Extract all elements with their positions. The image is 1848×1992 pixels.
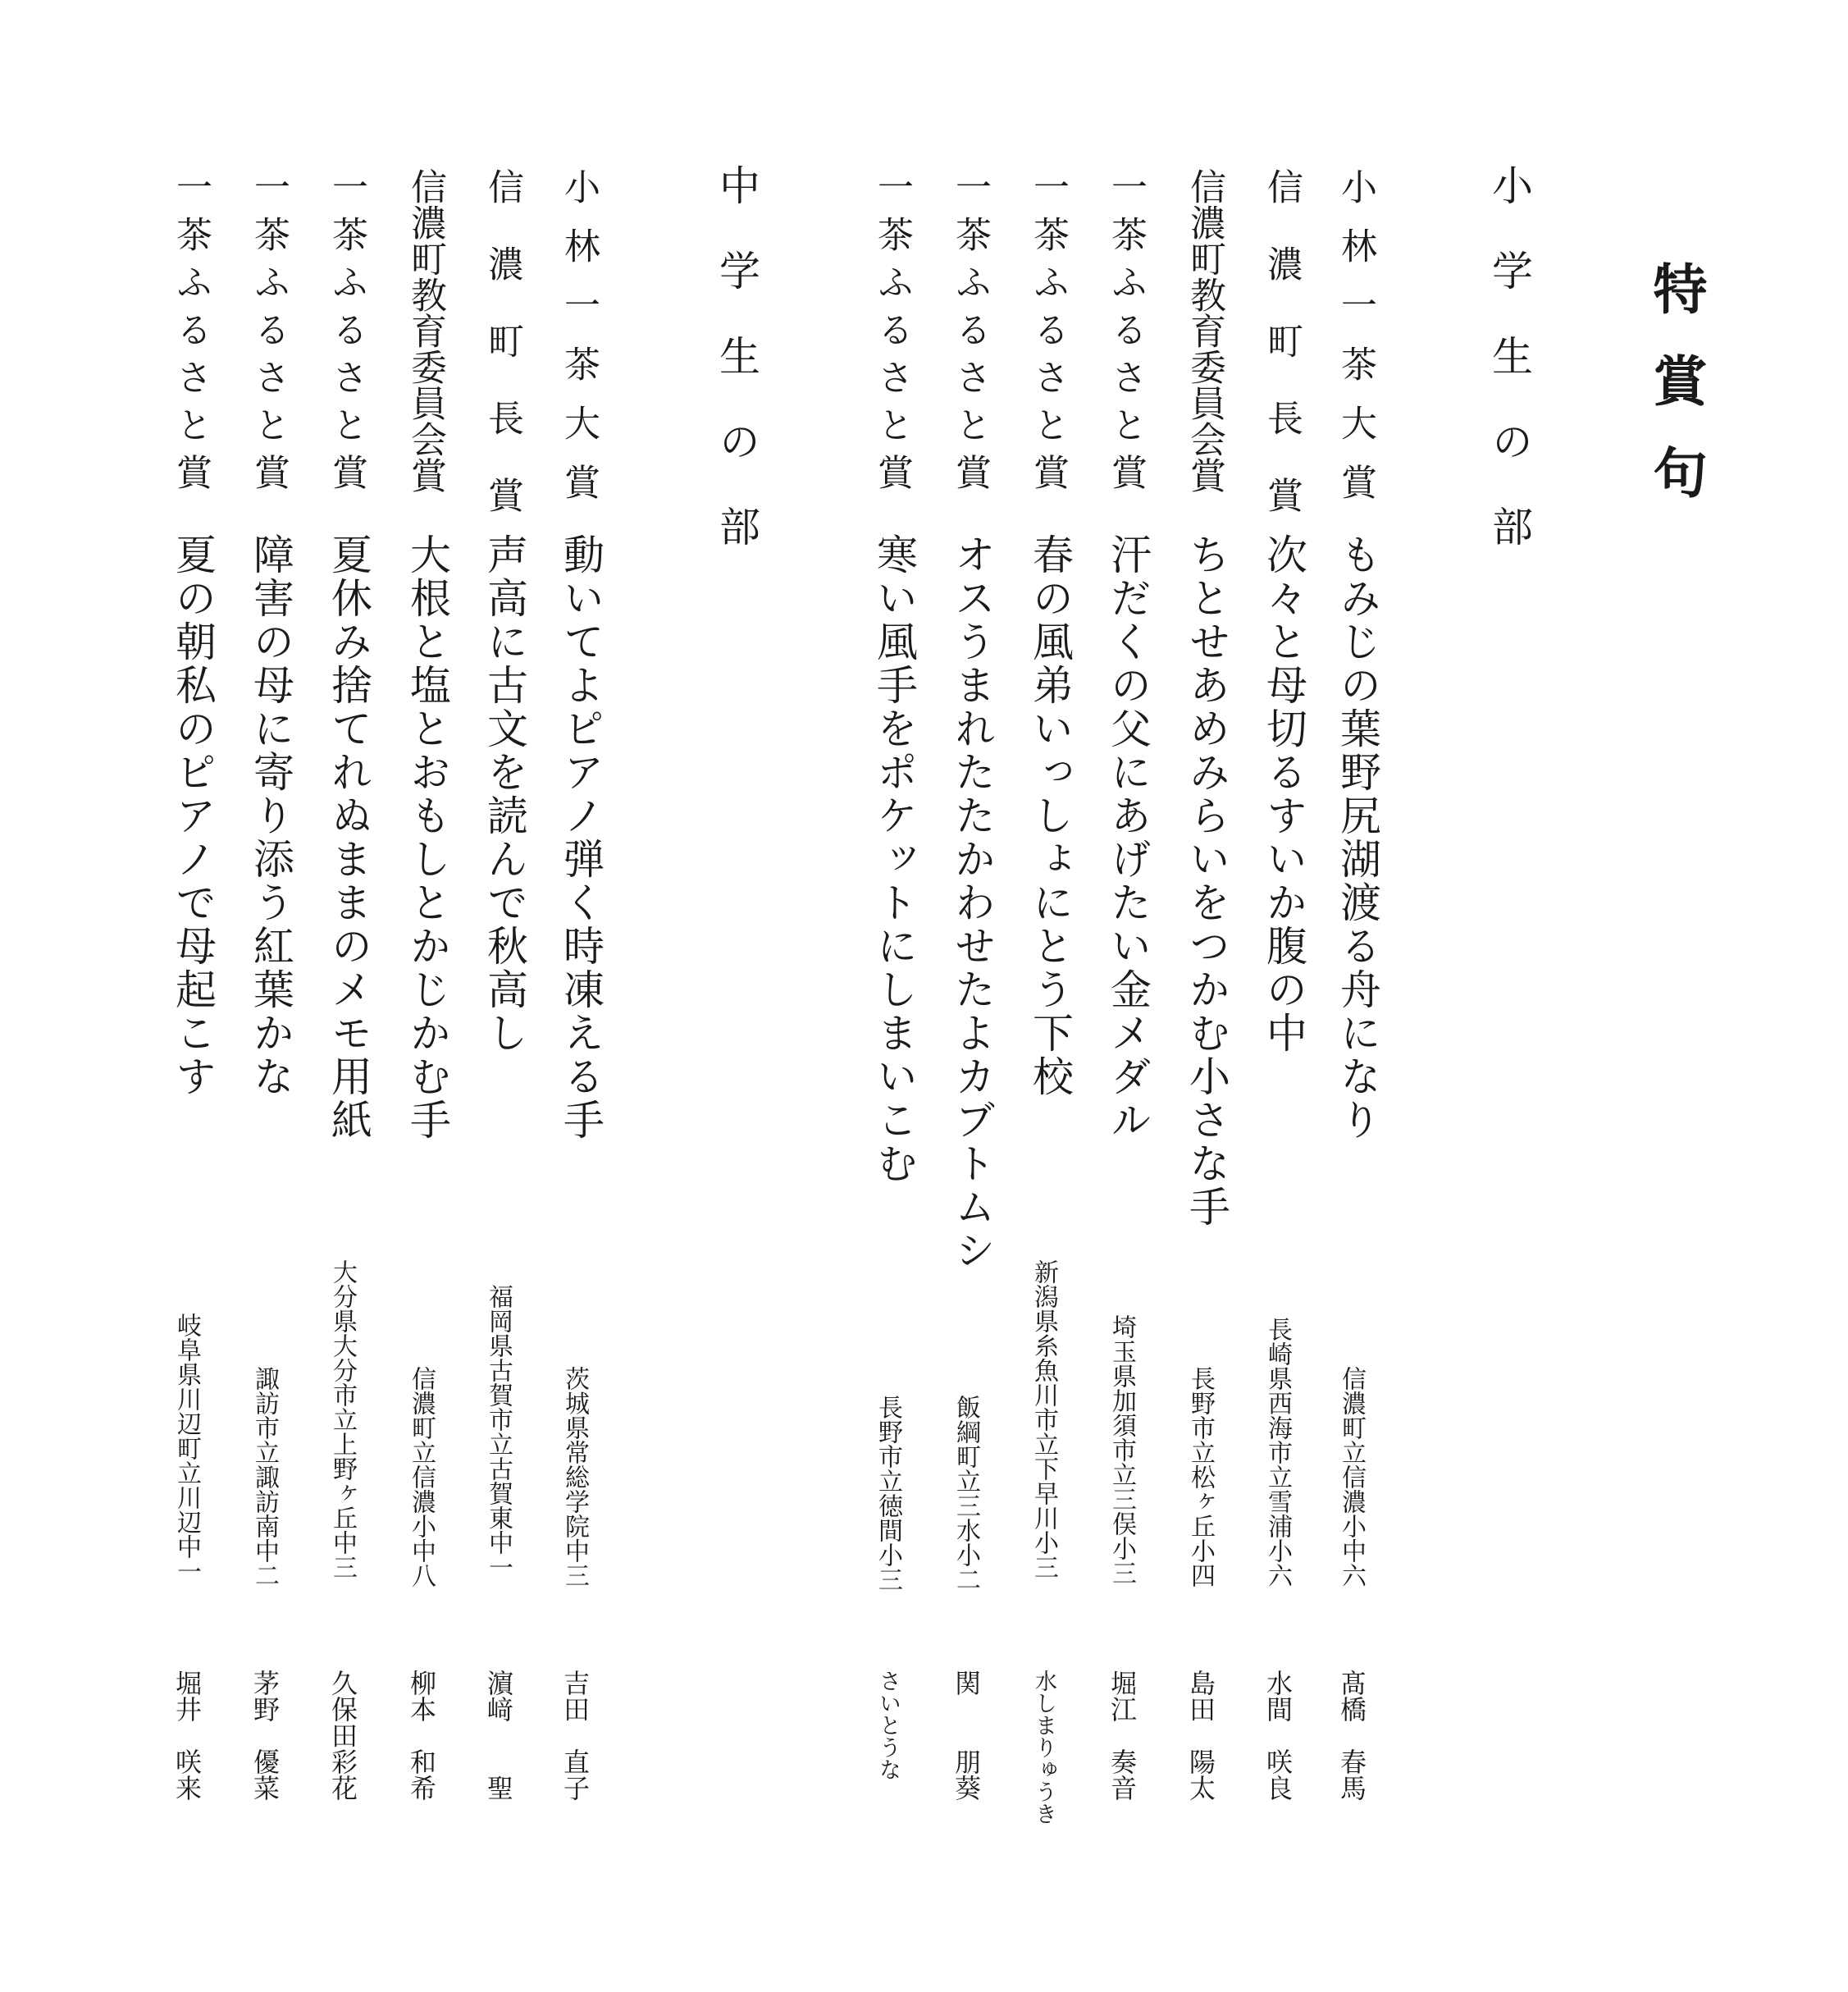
elementary-haiku-3: ちとせあめみらいをつかむ小さな手 (1183, 533, 1230, 1229)
elementary-haiku-7: 寒い風手をポケットにしまいこむ (870, 533, 918, 1186)
elementary-school-7: 長野市立徳間小三 (874, 1395, 902, 1592)
elementary-section-heading: 小学生の部 (1485, 164, 1533, 591)
elementary-award-2: 信濃町長賞 (1261, 168, 1303, 554)
elementary-haiku-2: 次々と母切るすいか腹の中 (1260, 533, 1307, 1055)
elementary-author-6: 関 朋葵 (951, 1670, 982, 1801)
junior-school-5: 諏訪市立諏訪南中二 (250, 1366, 279, 1588)
elementary-award-5: 一茶ふるさと賞 (1027, 168, 1069, 501)
junior-school-3: 信濃町立信濃小中八 (407, 1366, 436, 1588)
junior-haiku-4: 夏休み捨てれぬままのメモ用紙 (325, 533, 372, 1142)
elementary-haiku-4: 汗だくの父にあげたい金メダル (1104, 533, 1152, 1142)
junior-author-6: 堀井 咲来 (171, 1670, 203, 1801)
elementary-school-4: 埼玉県加須市立三俣小三 (1107, 1314, 1136, 1585)
elementary-award-1: 小林一茶大賞 (1335, 168, 1376, 523)
elementary-author-2: 水間 咲良 (1262, 1670, 1294, 1801)
junior-award-4: 一茶ふるさと賞 (326, 168, 367, 501)
junior-school-2: 福岡県古賀市立古賀東中一 (484, 1284, 513, 1579)
elementary-author-1: 髙橋 春馬 (1336, 1670, 1367, 1801)
elementary-haiku-6: オスうまれたたかわせたよカブトムシ (948, 533, 996, 1272)
page-title: 特賞句 (1644, 261, 1708, 537)
junior-award-5: 一茶ふるさと賞 (248, 168, 290, 501)
junior-author-5: 茅野 優菜 (249, 1670, 281, 1801)
elementary-award-3: 信濃町教育委員会賞 (1184, 168, 1225, 493)
elementary-school-6: 飯綱町立三水小二 (951, 1395, 980, 1592)
junior-haiku-5: 障害の母に寄り添う紅葉かな (247, 533, 294, 1099)
junior-award-6: 一茶ふるさと賞 (170, 168, 212, 501)
junior-school-4: 大分県大分市立上野ヶ丘中三 (328, 1259, 357, 1579)
elementary-award-6: 一茶ふるさと賞 (949, 168, 991, 501)
elementary-haiku-5: 春の風弟いっしょにとう下校 (1026, 533, 1074, 1099)
junior-author-3: 柳本 和希 (406, 1670, 437, 1801)
elementary-author-7: さいとうな (875, 1670, 901, 1780)
junior-award-2: 信濃町長賞 (481, 168, 523, 554)
elementary-school-3: 長野市立松ヶ丘小四 (1186, 1366, 1215, 1588)
elementary-award-7: 一茶ふるさと賞 (871, 168, 913, 501)
junior-haiku-6: 夏の朝私のピアノで母起こす (169, 533, 217, 1099)
elementary-author-5: 水しまりゅうき (1031, 1670, 1056, 1825)
junior-section-heading: 中学生の部 (713, 164, 760, 591)
junior-award-1: 小林一茶大賞 (558, 168, 600, 523)
elementary-school-1: 信濃町立信濃小中六 (1337, 1366, 1366, 1588)
junior-school-6: 岐阜県川辺町立川辺中一 (172, 1313, 201, 1583)
elementary-school-2: 長崎県西海市立雪浦小六 (1263, 1317, 1292, 1588)
junior-author-4: 久保田彩花 (327, 1670, 358, 1801)
elementary-haiku-1: もみじの葉野尻湖渡る舟になり (1334, 533, 1381, 1142)
junior-school-1: 茨城県常総学院中三 (560, 1366, 589, 1588)
junior-author-2: 濵﨑 聖 (483, 1670, 514, 1801)
junior-haiku-1: 動いてよピアノ弾く時凍える手 (557, 533, 605, 1142)
elementary-school-5: 新潟県糸魚川市立下早川小三 (1029, 1259, 1058, 1579)
junior-award-3: 信濃町教育委員会賞 (404, 168, 446, 493)
junior-haiku-2: 声高に古文を読んで秋高し (481, 533, 528, 1055)
junior-haiku-3: 大根と塩とおもしとかじかむ手 (404, 533, 451, 1142)
junior-author-1: 吉田 直子 (559, 1670, 591, 1801)
elementary-author-3: 島田 陽太 (1185, 1670, 1216, 1801)
elementary-author-4: 堀江 奏音 (1107, 1670, 1138, 1801)
elementary-award-4: 一茶ふるさと賞 (1105, 168, 1147, 501)
